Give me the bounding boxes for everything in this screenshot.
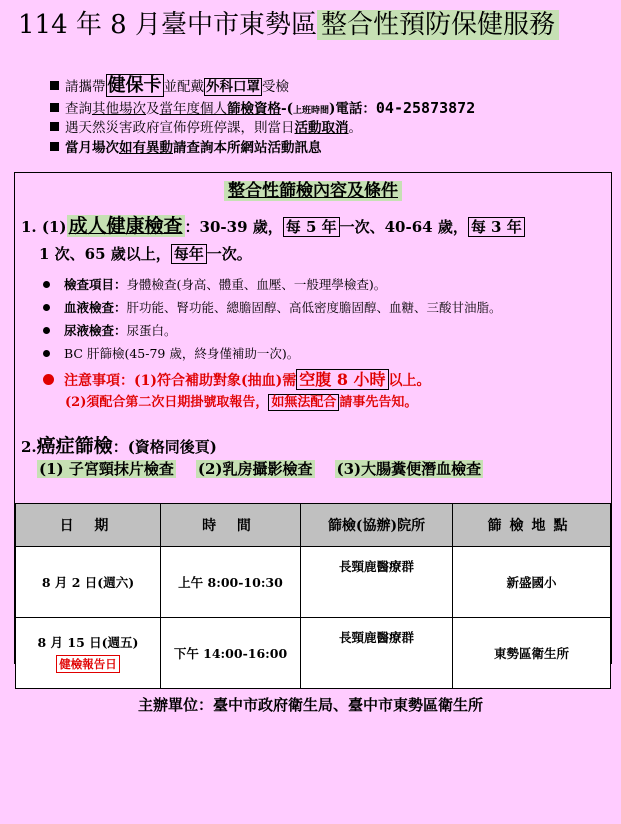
bullet-icon — [43, 327, 50, 334]
list-item: 尿液檢查：尿蛋白。 — [43, 321, 177, 339]
cell-clinic: 長頸鹿醫療群 — [301, 547, 453, 618]
cell-time: 上午 8:00-10:30 — [161, 547, 301, 618]
note-item: 遇天然災害政府宣佈停班停課，則當日活動取消。 — [50, 118, 610, 138]
square-bullet-icon — [50, 103, 59, 112]
cancer-item: (2)乳房攝影檢查 — [197, 460, 313, 478]
cancer-screening-heading: 2.癌症篩檢：(資格同後頁) — [21, 435, 217, 457]
list-item: 檢查項目：身體檢查(身高、體重、血壓、一般理學檢查)。 — [43, 275, 386, 293]
warning-line2: (2)須配合第二次日期掛號取報告， 如無法配合 請事先告知。 — [65, 395, 418, 410]
table-row — [16, 618, 611, 689]
note-item: 當月場次如有異動請查詢本所網站活動訊息 — [50, 138, 610, 158]
header-place: 篩檢地點 — [453, 504, 611, 547]
cell-date: 8 月 2 日(週六) — [16, 547, 161, 618]
report-day-badge: 健檢報告日 — [56, 655, 120, 673]
title-prefix: 114 年 8 月臺中市東勢區 — [18, 10, 317, 40]
header-time: 時 間 — [161, 504, 301, 547]
adult-checkup-line1: 1. (1) 成人健康檢查 ：30-39 歲， 每 5 年 一次、40-64 歲， 每 3 年 — [21, 213, 609, 240]
mask-text: 外科口罩 — [206, 79, 260, 95]
cell-date: 8 月 15 日(週五) 健檢報告日 — [16, 618, 161, 689]
list-item: 血液檢查：肝功能、腎功能、總膽固醇、高低密度膽固醇、血糖、三酸甘油脂。 — [43, 298, 502, 316]
table-header-row — [16, 504, 611, 547]
warning-dot-icon — [43, 374, 54, 385]
cell-place: 東勢區衛生所 — [453, 618, 611, 689]
health-card-text: 健保卡 — [107, 75, 162, 96]
square-bullet-icon — [50, 122, 59, 131]
section-title: 整合性篩檢內容及條件 — [15, 176, 611, 201]
table-row — [16, 547, 611, 618]
bullet-icon — [43, 304, 50, 311]
warning-line1: 注意事項：(1)符合補助對象(抽血)需 空腹 8 小時 以上。 — [43, 367, 431, 390]
bullet-icon — [43, 350, 50, 357]
cancer-screening-items — [37, 458, 503, 479]
list-item: BC 肝篩檢(45-79 歲，終身僅補助一次)。 — [43, 344, 299, 362]
bullet-icon — [43, 281, 50, 288]
phone-number[interactable]: 04-25873872 — [375, 99, 476, 117]
screening-box — [14, 172, 612, 671]
adult-checkup-line2: 1 次、65 歲以上， 每年 一次。 — [39, 245, 252, 263]
square-bullet-icon — [50, 81, 59, 90]
cell-place: 新盛國小 — [453, 547, 611, 618]
header-date: 日 期 — [16, 504, 161, 547]
page-title — [18, 6, 608, 44]
cell-clinic: 長頸鹿醫療群 — [301, 618, 453, 689]
schedule-table — [15, 503, 611, 689]
note-item: 請攜帶 健保卡 並配戴 外科口罩 受檢 — [50, 74, 610, 98]
square-bullet-icon — [50, 142, 59, 151]
cell-time: 下午 14:00-16:00 — [161, 618, 301, 689]
notes-list — [50, 74, 610, 158]
note-item: 查詢其他場次及當年度個人篩檢資格-(上班時間)電話：04-25873872 — [50, 98, 610, 118]
cancer-item: (3)大腸糞便潛血檢查 — [336, 460, 482, 478]
title-highlight: 整合性預防保健服務 — [317, 10, 559, 40]
cancer-item: (1) 子宮頸抹片檢查 — [39, 460, 174, 478]
header-clinic: 篩檢(協辦)院所 — [301, 504, 453, 547]
organizer-footer: 主辦單位：臺中市政府衛生局、臺中市東勢區衛生所 — [137, 696, 483, 714]
adult-checkup-heading: 成人健康檢查 — [68, 215, 183, 237]
